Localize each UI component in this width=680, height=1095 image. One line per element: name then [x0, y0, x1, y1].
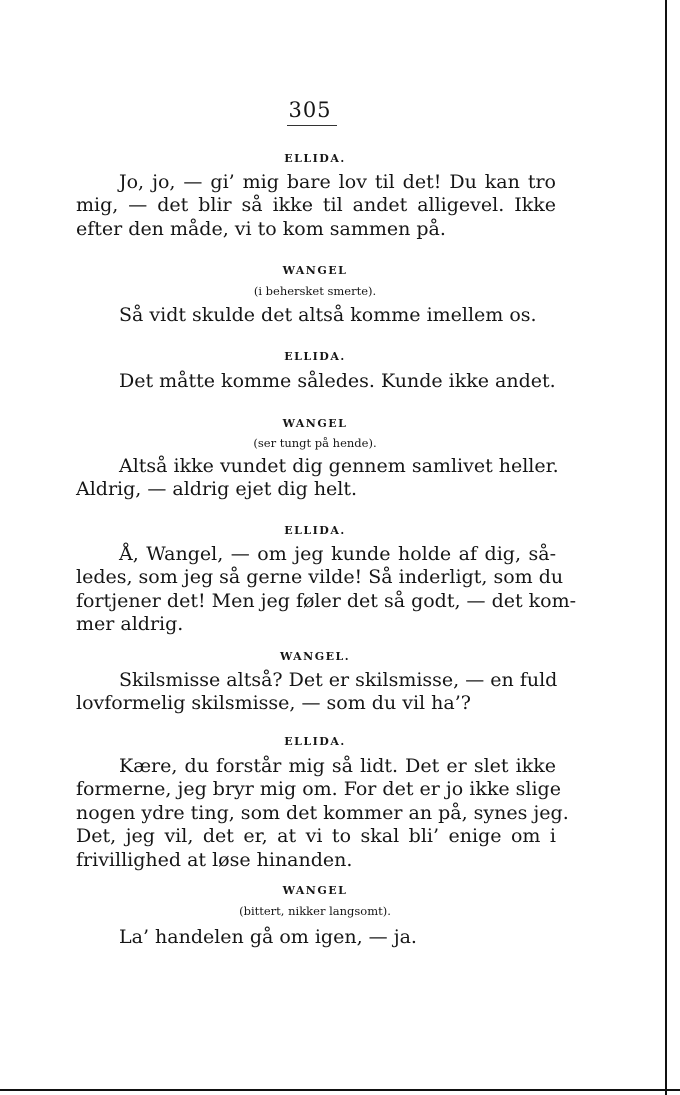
speech-paragraph	[76, 543, 577, 637]
stage-direction: (bittert, nikker langsomt).	[239, 904, 391, 918]
scan-border-bottom	[0, 1089, 680, 1091]
speech-paragraph	[76, 370, 556, 393]
speaker-ellida: ELLIDA.	[284, 350, 346, 363]
text-line: mig, — det blir så ikke til andet alligevel. Ikke	[76, 194, 556, 217]
stage-direction: (ser tungt på hende).	[253, 436, 377, 450]
text-line: Jo, jo, — gi’ mig bare lov til det! Du kan tro	[119, 171, 556, 193]
page-number-rule	[287, 125, 337, 126]
speech-paragraph	[76, 755, 569, 872]
text-line: Aldrig, — aldrig ejet dig helt.	[76, 478, 358, 501]
stage-direction: (i behersket smerte).	[253, 284, 377, 298]
text-line: nogen ydre ting, som det kommer an på, synes jeg.	[76, 801, 569, 824]
speech-paragraph	[76, 669, 556, 716]
text-line: Kære, du forstår mig så lidt. Det er slet ikke	[119, 755, 556, 777]
text-line: formerne, jeg bryr mig om. For det er jo ikke slige	[76, 778, 561, 801]
text-line: mer aldrig.	[76, 613, 184, 636]
text-line: fortjener det! Men jeg føler det så godt, — det kom-	[76, 589, 577, 612]
speech-paragraph	[76, 304, 556, 327]
speech-paragraph	[76, 171, 556, 241]
text-line: lovformelig skilsmisse, — som du vil ha’?	[76, 692, 471, 715]
speaker-ellida: ELLIDA.	[284, 152, 346, 165]
text-line: frivillighed at løse hinanden.	[76, 848, 353, 871]
speaker-wangel: WANGEL	[282, 264, 348, 277]
text-line: efter den måde, vi to kom sammen på.	[76, 217, 446, 240]
text-line: Altså ikke vundet dig gennem samlivet heller.	[119, 455, 559, 477]
speaker-ellida: ELLIDA.	[284, 735, 346, 748]
text-line: La’ handelen gå om igen, — ja.	[119, 926, 417, 948]
text-line: Det måtte komme således. Kunde ikke andet.	[119, 370, 556, 392]
speaker-wangel: WANGEL	[282, 417, 348, 430]
scan-border-right	[665, 0, 667, 1095]
text-line: Det, jeg vil, det er, at vi to skal bli’ enige om i	[76, 825, 556, 848]
speech-paragraph	[76, 926, 556, 949]
speaker-wangel: WANGEL	[282, 884, 348, 897]
text-line: Å, Wangel, — om jeg kunde holde af dig, så-	[119, 543, 556, 565]
speech-paragraph	[76, 455, 559, 502]
text-line: Skilsmisse altså? Det er skilsmisse, — en fuld	[119, 669, 558, 691]
page-number: 305	[288, 98, 332, 122]
text-line: Så vidt skulde det altså komme imellem os.	[119, 304, 537, 326]
text-line: ledes, som jeg så gerne vilde! Så inderligt, som du	[76, 566, 564, 589]
speaker-ellida: ELLIDA.	[284, 524, 346, 537]
speaker-wangel: WANGEL.	[279, 650, 351, 663]
